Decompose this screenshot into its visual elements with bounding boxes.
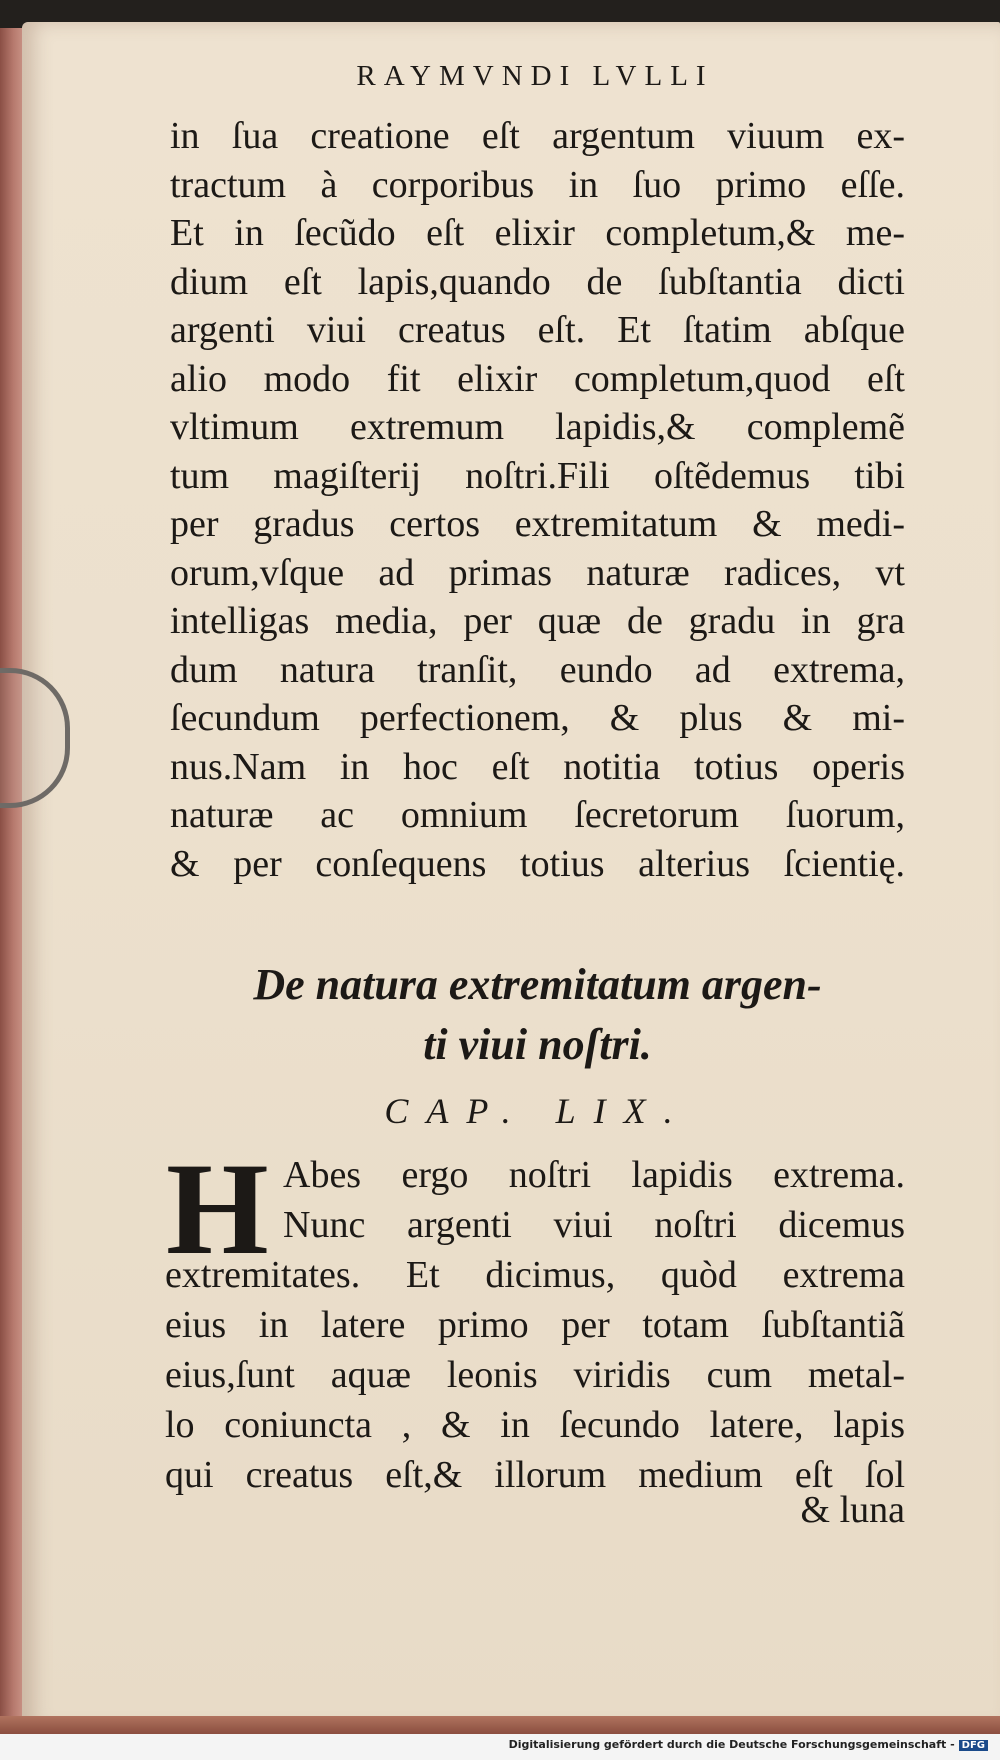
body-text [170, 112, 905, 888]
text-line: intelligas media, per quæ de gradu in gra [170, 600, 905, 642]
text-line: alio modo fit elixir completum,quod eſt [170, 357, 905, 400]
text-line: Et in ſecũdo eſt elixir completum,& me- [170, 212, 905, 254]
text-line: lo coniuncta , & in ſecundo latere, lapis [165, 1404, 905, 1446]
drop-cap: H [166, 1135, 269, 1282]
text-line: Nunc argenti viui noſtri dicemus [283, 1204, 905, 1246]
text-line: Abes ergo noſtri lapidis extrema. [283, 1154, 905, 1196]
text-line: & per conſequens totius alterius ſcientię. [170, 842, 905, 885]
text-line: in ſua creatione eſt argentum viuum ex- [170, 115, 905, 157]
text-line: dium eſt lapis,quando de ſubſtantia dicti [170, 260, 905, 303]
book-bottom-edge [0, 1716, 1000, 1734]
chapter-heading-line: De natura extremitatum argen- [253, 960, 822, 1009]
text-line: extremitates. Et dicimus, quòd extrema [165, 1254, 905, 1296]
chapter-heading-line: ti viui noſtri. [423, 1020, 652, 1069]
chapter-text [165, 1135, 905, 1500]
dfg-logo-icon: DFG [959, 1740, 988, 1751]
text-line: ſecundum perfectionem, & plus & mi- [170, 697, 905, 739]
text-line: tum magiſterij noſtri.Fili oſtẽdemus tibi [170, 454, 905, 497]
text-line: naturæ ac omnium ſecretorum ſuorum, [170, 794, 905, 836]
text-line: eius in latere primo per totam ſubſtantiã [165, 1304, 905, 1346]
text-line: dum natura tranſit, eundo ad extrema, [170, 648, 905, 691]
credit-text: Digitalisierung gefördert durch die Deutsche Forschungsgemeinschaft - [508, 1738, 955, 1751]
chapter-heading [170, 955, 905, 1075]
chapter-number: CAP. LIX. [384, 1091, 691, 1131]
text-line: vltimum extremum lapidis,& complemẽ [170, 406, 905, 448]
text-line: eius,ſunt aquæ leonis viridis cum metal- [165, 1354, 905, 1396]
funding-credit [509, 1738, 988, 1751]
running-head: RAYMVNDI LVLLI [356, 60, 714, 92]
text-line: qui creatus eſt,& illorum medium eſt ſol [165, 1454, 905, 1496]
text-line: orum,vſque ad primas naturæ radices, vt [170, 551, 905, 594]
catchword: & luna [800, 1489, 905, 1531]
text-line: argenti viui creatus eſt. Et ſtatim abſque [170, 309, 905, 351]
text-line: nus.Nam in hoc eſt notitia totius operis [170, 745, 905, 788]
text-line: tractum à corporibus in ſuo primo eſſe. [170, 163, 905, 206]
text-line: per gradus certos extremitatum & medi- [170, 503, 905, 545]
